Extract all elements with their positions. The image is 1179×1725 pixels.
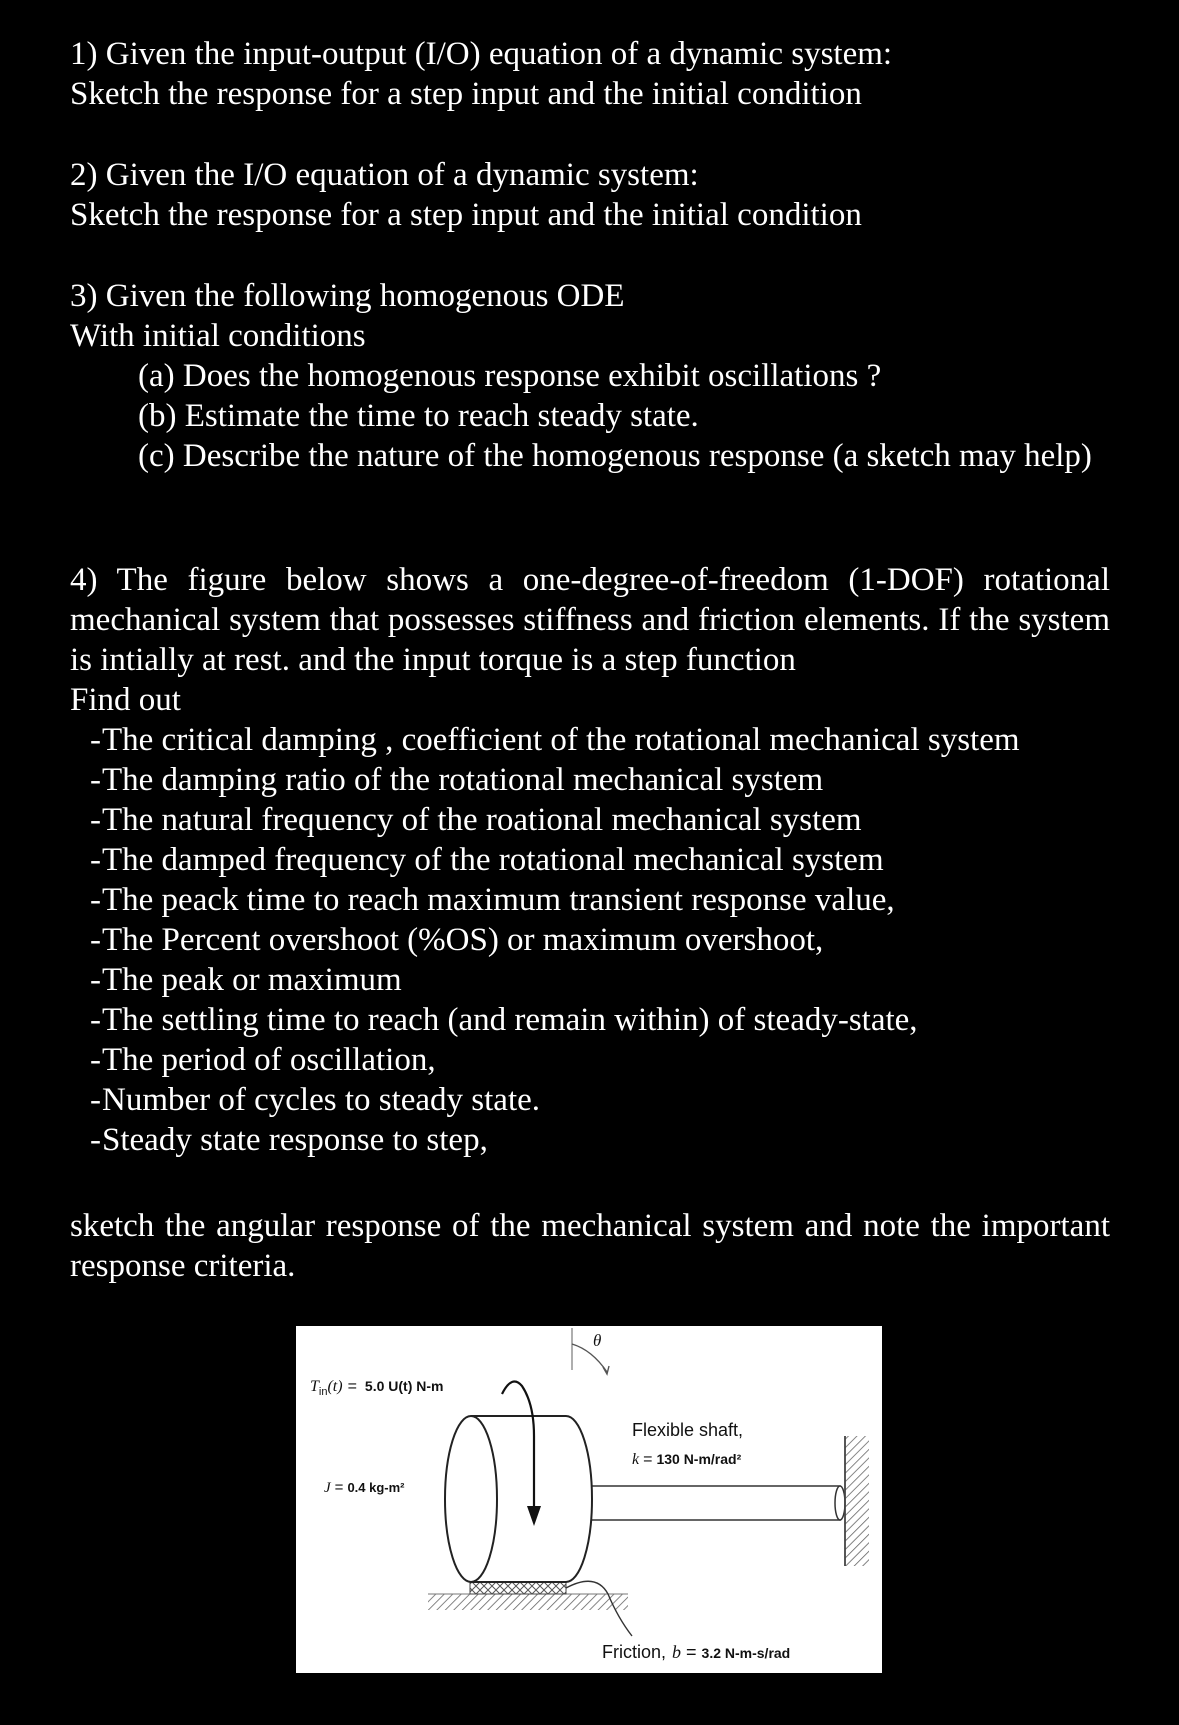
fixed-wall	[845, 1436, 869, 1566]
shaft-label: Flexible shaft,	[632, 1420, 744, 1440]
question-4	[70, 560, 1110, 1160]
ground-hatch	[428, 1594, 628, 1610]
inertia-label: J = 0.4 kg-m²	[324, 1479, 405, 1496]
question-3	[70, 276, 1110, 476]
torque-label: $T_{in}(t) = 5.0$ U(t) N-m	[310, 1378, 444, 1398]
q2-line-1: 2) Given the I/O equation of a dynamic system:	[70, 157, 699, 193]
q2-line-2: Sketch the response for a step input and the initial condition	[70, 197, 862, 233]
figure-drawing	[296, 1326, 882, 1673]
q3-line-1: 3) Given the following homogenous ODE	[70, 278, 625, 314]
flexible-shaft	[590, 1486, 840, 1520]
sketch-text: sketch the angular response of the mechanical system and note the important response criteria.	[70, 1208, 1110, 1284]
list-item: - Steady state response to step,	[90, 1122, 488, 1158]
q4-intro: 4) The figure below shows a one-degree-of-freedom (1-DOF) rotational mechanical system that possesses stiffness and friction elements. If the system is intially at rest. and the input torque is a step function	[70, 562, 1110, 678]
question-2	[70, 155, 1110, 235]
q4-item-list	[70, 720, 1110, 1160]
list-item: - The settling time to reach (and remain within) of steady-state,	[90, 1002, 918, 1038]
q4-find-out: Find out	[70, 682, 181, 718]
question-1	[70, 34, 1110, 114]
stiffness-label: k = 130 N-m/rad²	[632, 1451, 742, 1468]
list-item: - The natural frequency of the roational mechanical system	[90, 802, 862, 838]
sketch-instruction	[70, 1206, 1110, 1286]
list-item: - The damping ratio of the rotational mechanical system	[90, 762, 824, 798]
q1-line-2: Sketch the response for a step input and the initial condition	[70, 76, 862, 112]
theta-indicator	[572, 1328, 609, 1374]
list-item: - The peack time to reach maximum transient response value,	[90, 882, 895, 918]
list-item: - The Percent overshoot (%OS) or maximum overshoot,	[90, 922, 824, 958]
q3-line-2: With initial conditions	[70, 318, 366, 354]
q3-part-b: (b) Estimate the time to reach steady state.	[138, 398, 699, 434]
list-item: - The damped frequency of the rotational mechanical system	[90, 842, 884, 878]
q1-line-1: 1) Given the input-output (I/O) equation of a dynamic system:	[70, 36, 893, 72]
list-item: - The peak or maximum	[90, 962, 402, 998]
q3-part-a: (a) Does the homogenous response exhibit oscillations ?	[138, 358, 882, 394]
list-item: - The critical damping , coefficient of the rotational mechanical system	[90, 722, 1020, 758]
list-item: - The period of oscillation,	[90, 1042, 436, 1078]
q3-part-c: (c) Describe the nature of the homogenous response (a sketch may help)	[138, 438, 1092, 474]
inertia-disk	[445, 1416, 592, 1582]
friction-label: Friction, b = 3.2 N-m-s/rad	[602, 1642, 791, 1662]
theta-label: θ	[593, 1331, 602, 1350]
rotational-system-figure	[296, 1326, 882, 1673]
list-item: - Number of cycles to steady state.	[90, 1082, 541, 1118]
friction-pad	[470, 1582, 566, 1594]
